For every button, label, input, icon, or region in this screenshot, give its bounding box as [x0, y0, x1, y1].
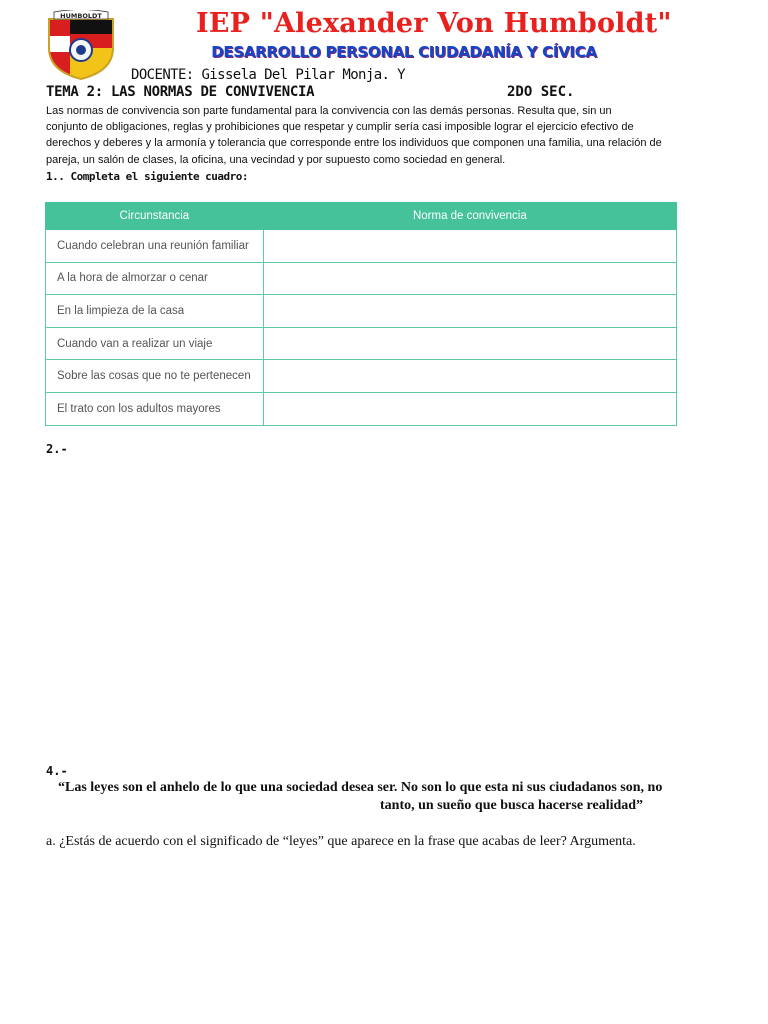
table-row	[46, 295, 677, 328]
circumstance-cell: A la hora de almorzar o cenar	[46, 262, 264, 295]
norm-answer-cell[interactable]	[263, 360, 676, 393]
quote-line-1: “Las leyes son el anhelo de lo que una sociedad desea ser. No son lo que esta ni sus ciudadanos son, no	[58, 780, 663, 795]
quote-line-2: tanto, un sueño que busca hacerse realidad”	[380, 798, 644, 813]
subject-title: DESARROLLO PERSONAL CIUDADANÍA Y CÍVICA	[211, 43, 597, 61]
circumstance-cell: Sobre las cosas que no te pertenecen	[46, 360, 264, 393]
question-4a: a. ¿Estás de acuerdo con el significado de “leyes” que aparece en la frase que acabas de leer? Argumenta.	[46, 834, 636, 849]
circumstance-cell: En la limpieza de la casa	[46, 295, 264, 328]
topic-title: TEMA 2: LAS NORMAS DE CONVIVENCIA	[46, 84, 315, 100]
intro-line: pareja, un salón de clases, la oficina, una vecindad y por supuesto como sociedad en general.	[46, 153, 506, 166]
header-norma: Norma de convivencia	[263, 203, 676, 230]
question-1-label: 1.. Completa el siguiente cuadro:	[46, 170, 249, 183]
circumstance-cell: Cuando celebran una reunión familiar	[46, 230, 264, 263]
teacher-name: DOCENTE: Gissela Del Pilar Monja. Y	[131, 67, 406, 83]
intro-line: derechos y deberes y la armonía y tolerancia que corresponde entre los individuos que componen una familia, una relación de	[46, 137, 662, 150]
table-header-row	[46, 203, 677, 230]
question-4-label: 4.-	[46, 764, 68, 778]
norm-answer-cell[interactable]	[263, 327, 676, 360]
norm-answer-cell[interactable]	[263, 262, 676, 295]
intro-line: Las normas de convivencia son parte fundamental para la convivencia con las demás personas. Resulta que, sin un	[46, 105, 612, 117]
circumstance-cell: El trato con los adultos mayores	[46, 392, 264, 425]
table-row	[46, 360, 677, 393]
grade-label: 2DO SEC.	[507, 84, 575, 100]
logo-text: HUMBOLDT	[60, 12, 102, 20]
circumstance-cell: Cuando van a realizar un viaje	[46, 327, 264, 360]
header-circunstancia: Circunstancia	[46, 203, 264, 230]
norm-answer-cell[interactable]	[263, 295, 676, 328]
norm-answer-cell[interactable]	[263, 392, 676, 425]
table-row	[46, 392, 677, 425]
question-2-label: 2.-	[46, 442, 68, 456]
school-title: IEP "Alexander Von Humboldt"	[196, 8, 672, 39]
norms-table	[45, 202, 677, 426]
table-row	[46, 327, 677, 360]
intro-line: conjunto de obligaciones, reglas y prohibiciones que respetar y cumplir sería casi imposible lograr el ejercicio efectivo de	[46, 121, 634, 134]
table-row	[46, 262, 677, 295]
table-row	[46, 230, 677, 263]
school-crest-logo	[44, 10, 118, 80]
norm-answer-cell[interactable]	[263, 230, 676, 263]
intro-paragraph	[46, 103, 706, 168]
